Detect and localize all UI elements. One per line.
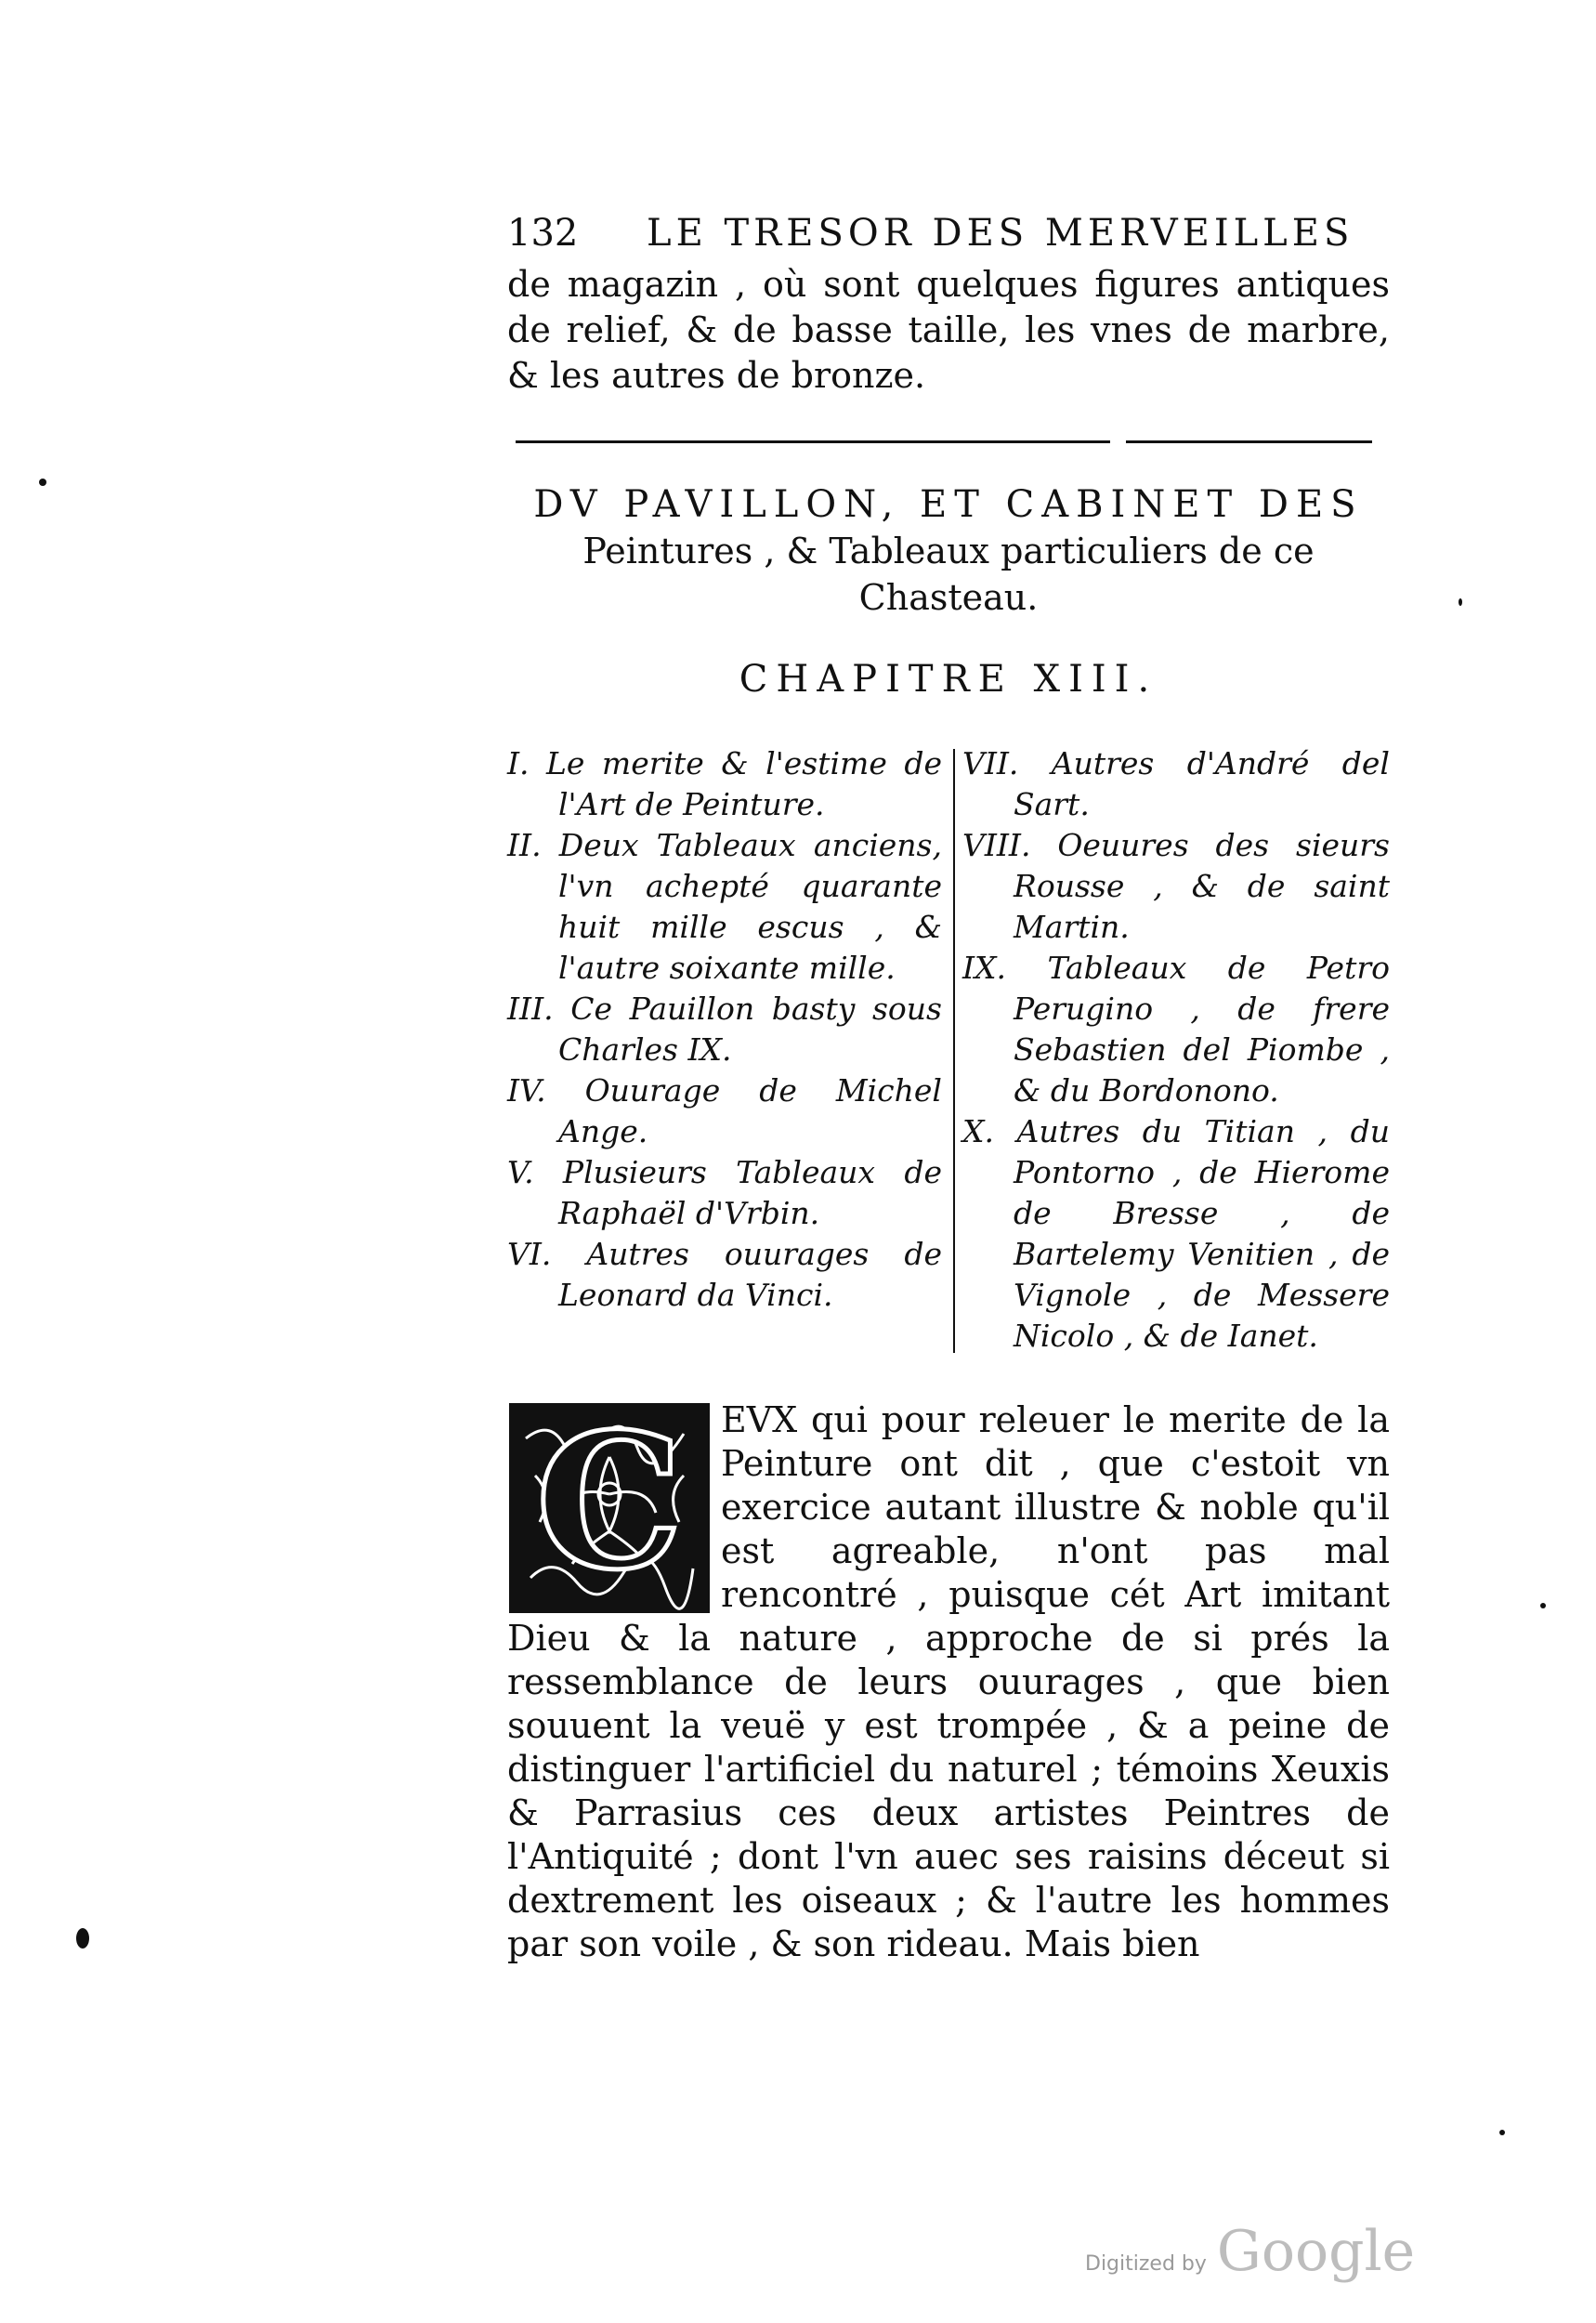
summary-item: V. Plusieurs Tableaux de Raphaël d'Vrbin.	[507, 1154, 942, 1231]
body-paragraph	[507, 1398, 1390, 1966]
summary-item: IX. Tableaux de Petro Perugino , de frere Sebastien del Piombe , & du Bordonono.	[962, 950, 1390, 1109]
summary-column-right	[962, 743, 1390, 1357]
summary-item: I. Le merite & l'estime de l'Art de Peinture.	[507, 745, 942, 822]
summary-column-divider	[953, 749, 955, 1353]
section-heading-rest: Peintures , & Tableaux particuliers de ce Chasteau.	[582, 531, 1315, 618]
dropcap-letter: C	[535, 1401, 684, 1611]
page-number: 132	[507, 212, 579, 255]
chapter-summary	[507, 743, 1390, 1357]
summary-item: VIII. Oeuures des sieurs Rousse , & de saint Martin.	[962, 827, 1390, 945]
ink-speck	[1459, 598, 1462, 606]
continuation-text: de magazin , où sont quelques figures antiques de relief, & de basse taille, les vnes de marbre, & les autres de bronze.	[507, 264, 1390, 396]
summary-item: X. Autres du Titian , du Pontorno , de Hierome de Bresse , de Bartelemy Venitien , de Vignole , de Messere Nicolo , & de Ianet.	[962, 1113, 1390, 1354]
ink-speck	[39, 479, 46, 486]
summary-column-left	[507, 743, 942, 1316]
section-heading-caps: DV PAVILLON, ET CABINET DES	[533, 483, 1364, 526]
summary-item: VI. Autres ouurages de Leonard da Vinci.	[507, 1236, 942, 1313]
continuation-paragraph	[507, 262, 1390, 399]
summary-item: II. Deux Tableaux anciens, l'vn achepté quarante huit mille escus , & l'autre soixante mille.	[507, 827, 942, 986]
summary-item: III. Ce Pauillon basty sous Charles IX.	[507, 991, 942, 1068]
section-rule-right	[1126, 440, 1372, 443]
google-logo: Google	[1216, 2219, 1416, 2284]
section-heading	[507, 481, 1390, 621]
summary-item: VII. Autres d'André del Sart.	[962, 745, 1390, 822]
running-head	[507, 212, 1390, 268]
chapter-title: CHAPITRE XIII.	[739, 658, 1158, 701]
digitized-by-google-watermark	[1085, 2219, 1415, 2284]
summary-item: IV. Ouurage de Michel Ange.	[507, 1072, 942, 1149]
watermark-prefix: Digitized by	[1085, 2252, 1207, 2276]
running-title: LE TRESOR DES MERVEILLES	[647, 212, 1354, 255]
ink-speck	[1499, 2130, 1505, 2135]
body-text: EVX qui pour releuer le merite de la Peinture ont dit , que c'estoit vn exercice autant illustre & noble qu'il est agreable, n'ont pas mal rencontré , puisque cét Art imitant Dieu & la nature , approche de si prés la ressemblance de leurs ouurages , que bien souuent la veuë y est trompée , & a peine de distinguer l'artificiel du naturel ; témoins Xeuxis & Parrasius ces deux artistes Peintres de l'Antiquité ; dont l'vn auec ses raisins déceut si dextrement les oiseaux ; & l'autre les hommes par son voile , & son rideau. Mais bien	[507, 1399, 1390, 1964]
section-rule-left	[516, 440, 1110, 443]
ink-speck	[1540, 1603, 1546, 1608]
ink-speck	[76, 1928, 89, 1949]
